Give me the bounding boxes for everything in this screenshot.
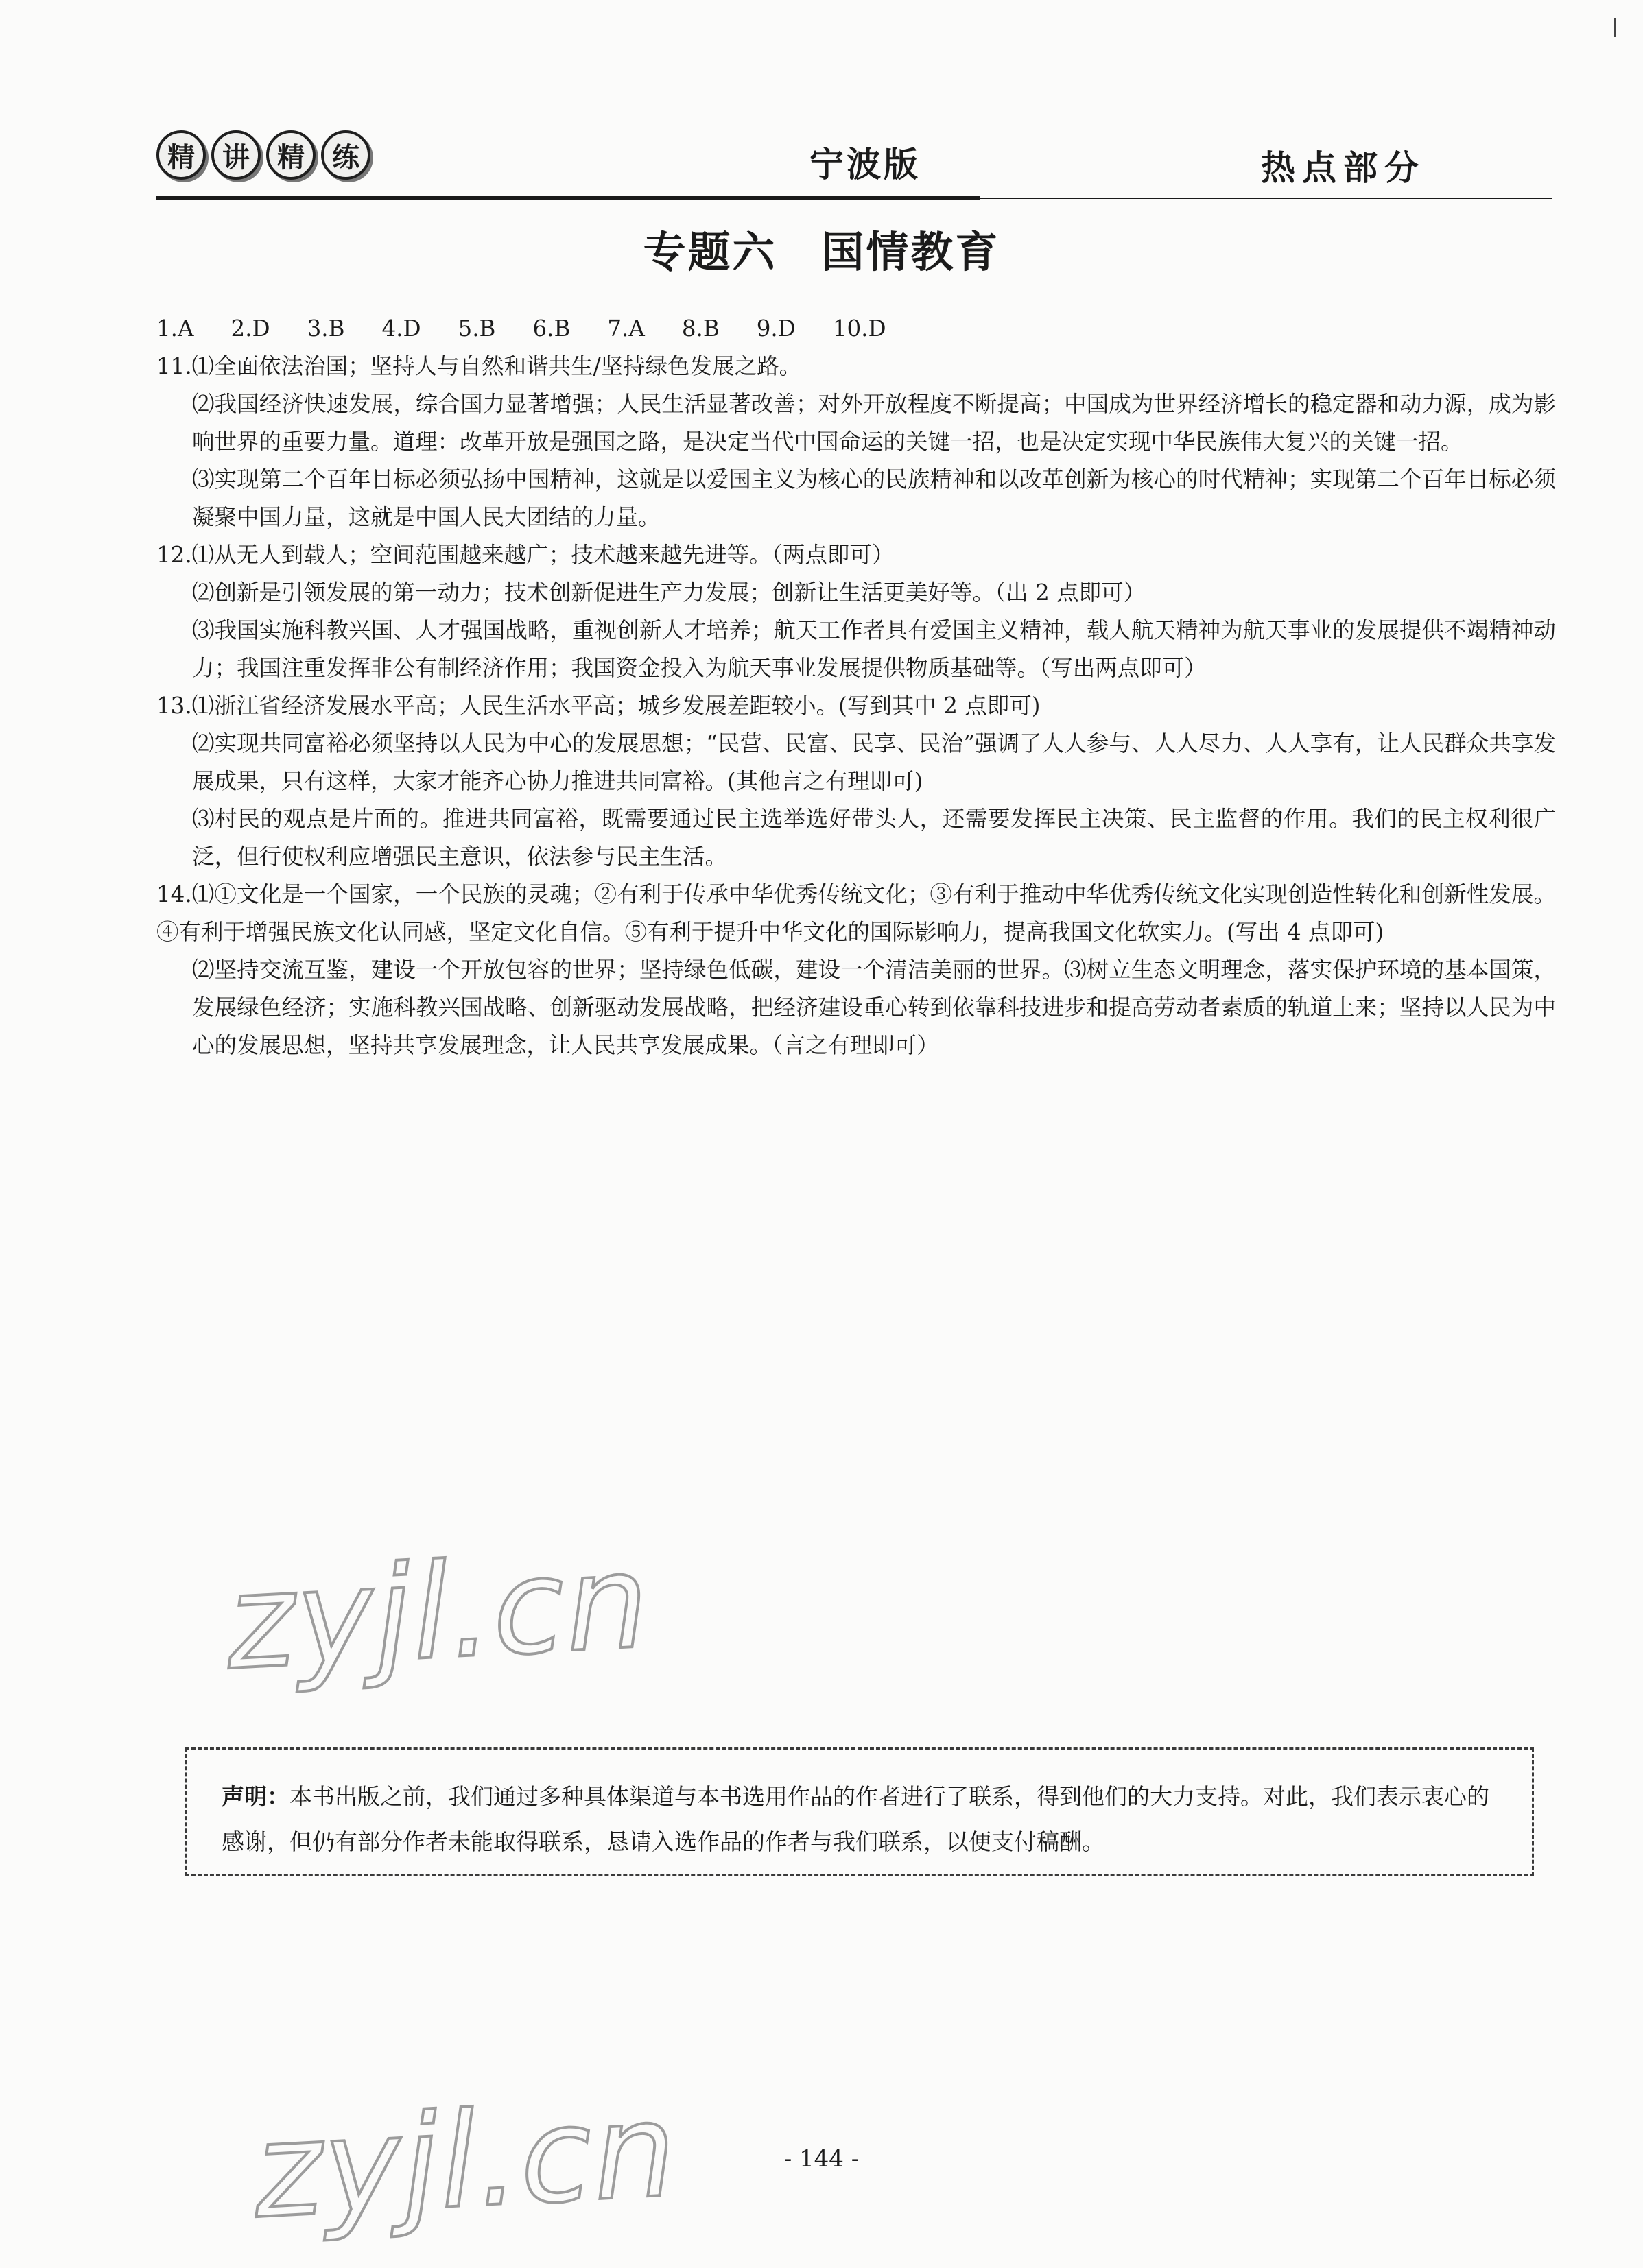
question-12-part-3: ⑶我国实施科教兴国、人才强国战略，重视创新人才培养；航天工作者具有爱国主义精神，载人航天精神为航天事业的发展提供不竭精神动力；我国注重发挥非公有制经济作用；我国资金投入为航天事业发展提供物质基础等。（写出两点即可） xyxy=(192,617,1556,681)
watermark: zyjl.cn xyxy=(250,2074,681,2247)
question-13-part-3: ⑶村民的观点是片面的。推进共同富裕，既需要通过民主选举选好带头人，还需要发挥民主决策、民主监督的作用。我们的民主权利很广泛，但行使权利应增强民主意识，依法参与民主生活。 xyxy=(192,806,1556,870)
page-number: - 144 - xyxy=(783,2145,860,2173)
question-13-part-1: 13.⑴浙江省经济发展水平高；人民生活水平高；城乡发展差距较小。(写到其中 2 点即可) xyxy=(156,693,1041,719)
mc-answer: 4.D xyxy=(381,315,421,342)
section-label: 热点部分 xyxy=(1261,147,1426,188)
mc-answer: 10.D xyxy=(832,315,886,342)
question-14-part-1: 14.⑴①文化是一个国家，一个民族的灵魂；②有利于传承中华优秀传统文化；③有利于推动中华优秀传统文化实现创造性转化和创新性发展。④有利于增强民族文化认同感，坚定文化自信。⑤有利于提升中华文化的国际影响力，提高我国文化软实力。(写出 4 点即可) xyxy=(156,881,1556,945)
logo-char: 精 xyxy=(266,130,316,180)
question-11-part-3: ⑶实现第二个百年目标必须弘扬中国精神，这就是以爱国主义为核心的民族精神和以改革创新为核心的时代精神；实现第二个百年目标必须凝聚中国力量，这就是中国人民大团结的力量。 xyxy=(192,466,1556,530)
series-logo xyxy=(156,130,370,180)
logo-char: 练 xyxy=(321,130,370,180)
mc-answer: 6.B xyxy=(532,315,571,342)
corner-mark xyxy=(1614,18,1616,37)
multiple-choice-answers xyxy=(156,310,1556,348)
mc-answer: 2.D xyxy=(231,315,270,342)
mc-answer: 8.B xyxy=(681,315,720,342)
header-rule xyxy=(156,198,1552,199)
answer-body xyxy=(156,310,1556,1064)
mc-answer: 7.A xyxy=(607,315,645,342)
question-13-part-2: ⑵实现共同富裕必须坚持以人民为中心的发展思想；“民营、民富、民享、民治”强调了人人参与、人人尽力、人人享有，让人民群众共享发展成果，只有这样，大家才能齐心协力推进共同富裕。(其他言之有理即可) xyxy=(192,730,1556,794)
mc-answer: 9.D xyxy=(756,315,796,342)
logo-char: 讲 xyxy=(211,130,261,180)
edition-label: 宁波版 xyxy=(809,144,921,184)
watermark: zyjl.cn xyxy=(222,1525,654,1699)
question-12-part-2: ⑵创新是引领发展的第一动力；技术创新促进生产力发展；创新让生活更美好等。（出 2 点即可） xyxy=(192,580,1146,606)
notice-text: 本书出版之前，我们通过多种具体渠道与本书选用作品的作者进行了联系，得到他们的大力支持。对此，我们表示衷心的感谢，但仍有部分作者未能取得联系，恳请入选作品的作者与我们联系，以便支付稿酬。 xyxy=(222,1783,1489,1855)
question-11-part-1: 11.⑴全面依法治国；坚持人与自然和谐共生/坚持绿色发展之路。 xyxy=(156,353,802,379)
logo-char: 精 xyxy=(156,130,206,180)
mc-answer: 3.B xyxy=(307,315,345,342)
mc-answer: 1.A xyxy=(156,315,194,342)
question-11-part-2: ⑵我国经济快速发展，综合国力显著增强；人民生活显著改善；对外开放程度不断提高；中国成为世界经济增长的稳定器和动力源，成为影响世界的重要力量。道理：改革开放是强国之路，是决定当代中国命运的关键一招，也是决定实现中华民族伟大复兴的关键一招。 xyxy=(192,391,1556,455)
question-14-part-2: ⑵坚持交流互鉴，建设一个开放包容的世界；坚持绿色低碳，建设一个清洁美丽的世界。⑶树立生态文明理念，落实保护环境的基本国策，发展绿色经济；实施科教兴国战略、创新驱动发展战略，把经济建设重心转到依靠科技进步和提高劳动者素质的轨道上来；坚持以人民为中心的发展思想，坚持共享发展理念，让人民共享发展成果。（言之有理即可） xyxy=(192,957,1556,1058)
page-title: 专题六 国情教育 xyxy=(643,227,1000,277)
question-12-part-1: 12.⑴从无人到载人；空间范围越来越广；技术越来越先进等。（两点即可） xyxy=(156,542,895,568)
notice-label: 声明： xyxy=(222,1783,289,1810)
mc-answer: 5.B xyxy=(458,315,496,342)
copyright-notice xyxy=(185,1747,1534,1876)
